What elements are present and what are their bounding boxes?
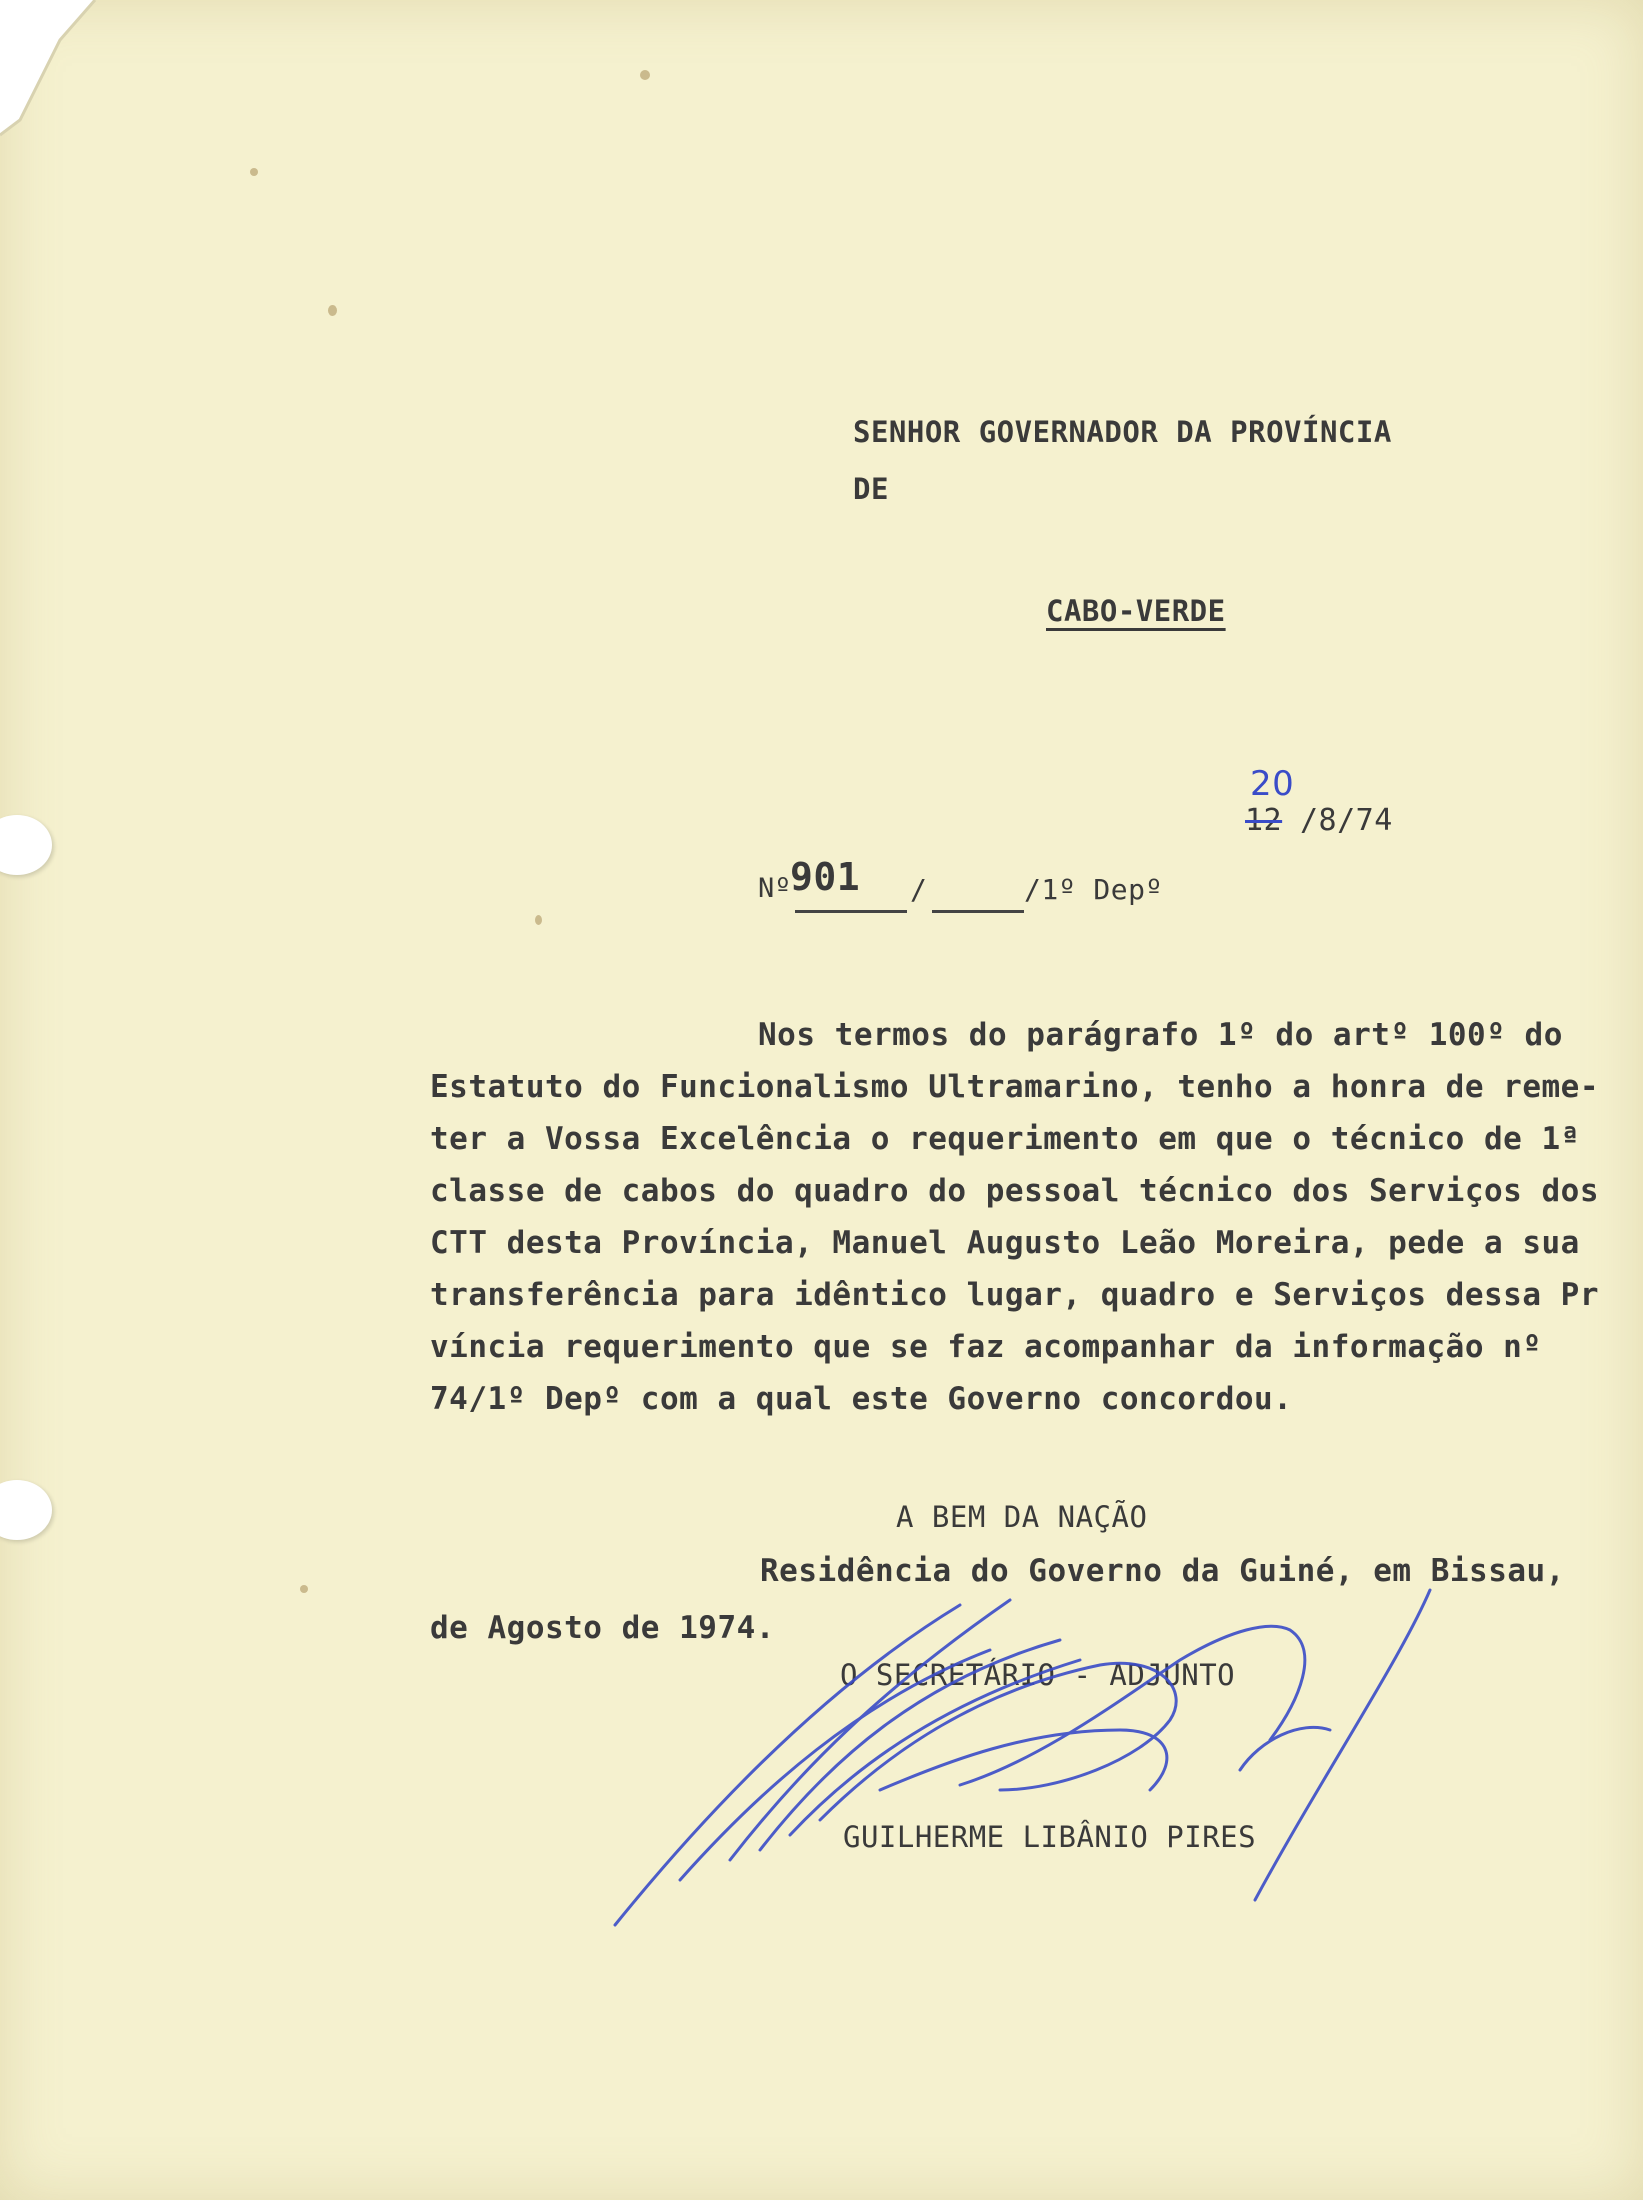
reference-prefix: Nº [758, 873, 792, 904]
reference-slash: / [910, 873, 928, 906]
paper-spot [535, 915, 542, 925]
closing-salutation: A BEM DA NAÇÃO [896, 1500, 1148, 1534]
punch-hole-top [0, 815, 52, 875]
signatory-name: GUILHERME LIBÂNIO PIRES [843, 1820, 1257, 1854]
body-line: Nos termos do parágrafo 1º do artº 100º do [758, 1017, 1563, 1053]
paper-spot [250, 168, 258, 176]
body-line: ter a Vossa Excelência o requerimento em que o técnico de 1ª [430, 1121, 1580, 1157]
addressee-line-1: SENHOR GOVERNADOR DA PROVÍNCIA [853, 415, 1392, 449]
addressee-line-2: DE [853, 472, 889, 506]
body-line: CTT desta Província, Manuel Augusto Leão Moreira, pede a sua [430, 1225, 1580, 1261]
reference-suffix: /1º Depº [1024, 873, 1163, 906]
reference-number: 901 [790, 855, 861, 899]
paper-spot [300, 1585, 308, 1593]
reference-blank [932, 910, 1024, 913]
struck-date-day: 12 [1245, 803, 1283, 838]
handwritten-date-correction: 20 [1250, 764, 1295, 804]
paper-spot [328, 305, 337, 316]
body-line: 74/1º Depº com a qual este Governo concordou. [430, 1381, 1293, 1417]
punch-hole-bottom [0, 1480, 52, 1540]
addressee-place: CABO-VERDE [1046, 594, 1226, 628]
paper-spot [640, 70, 650, 80]
body-line: classe de cabos do quadro do pessoal técnico dos Serviços dos [430, 1173, 1599, 1209]
reference-underline [795, 910, 907, 913]
closing-place: Residência do Governo da Guiné, em Bissau, [760, 1553, 1565, 1589]
closing-date: de Agosto de 1974. [430, 1610, 775, 1646]
body-line: Estatuto do Funcionalismo Ultramarino, tenho a honra de reme- [430, 1069, 1599, 1105]
body-line: transferência para idêntico lugar, quadro e Serviços dessa Pr [430, 1277, 1599, 1313]
torn-corner [0, 0, 120, 140]
body-line: víncia requerimento que se faz acompanhar da informação nº [430, 1329, 1542, 1365]
signatory-title: O SECRETÁRIO - ADJUNTO [840, 1658, 1236, 1692]
date-month-year: /8/74 [1300, 803, 1393, 838]
